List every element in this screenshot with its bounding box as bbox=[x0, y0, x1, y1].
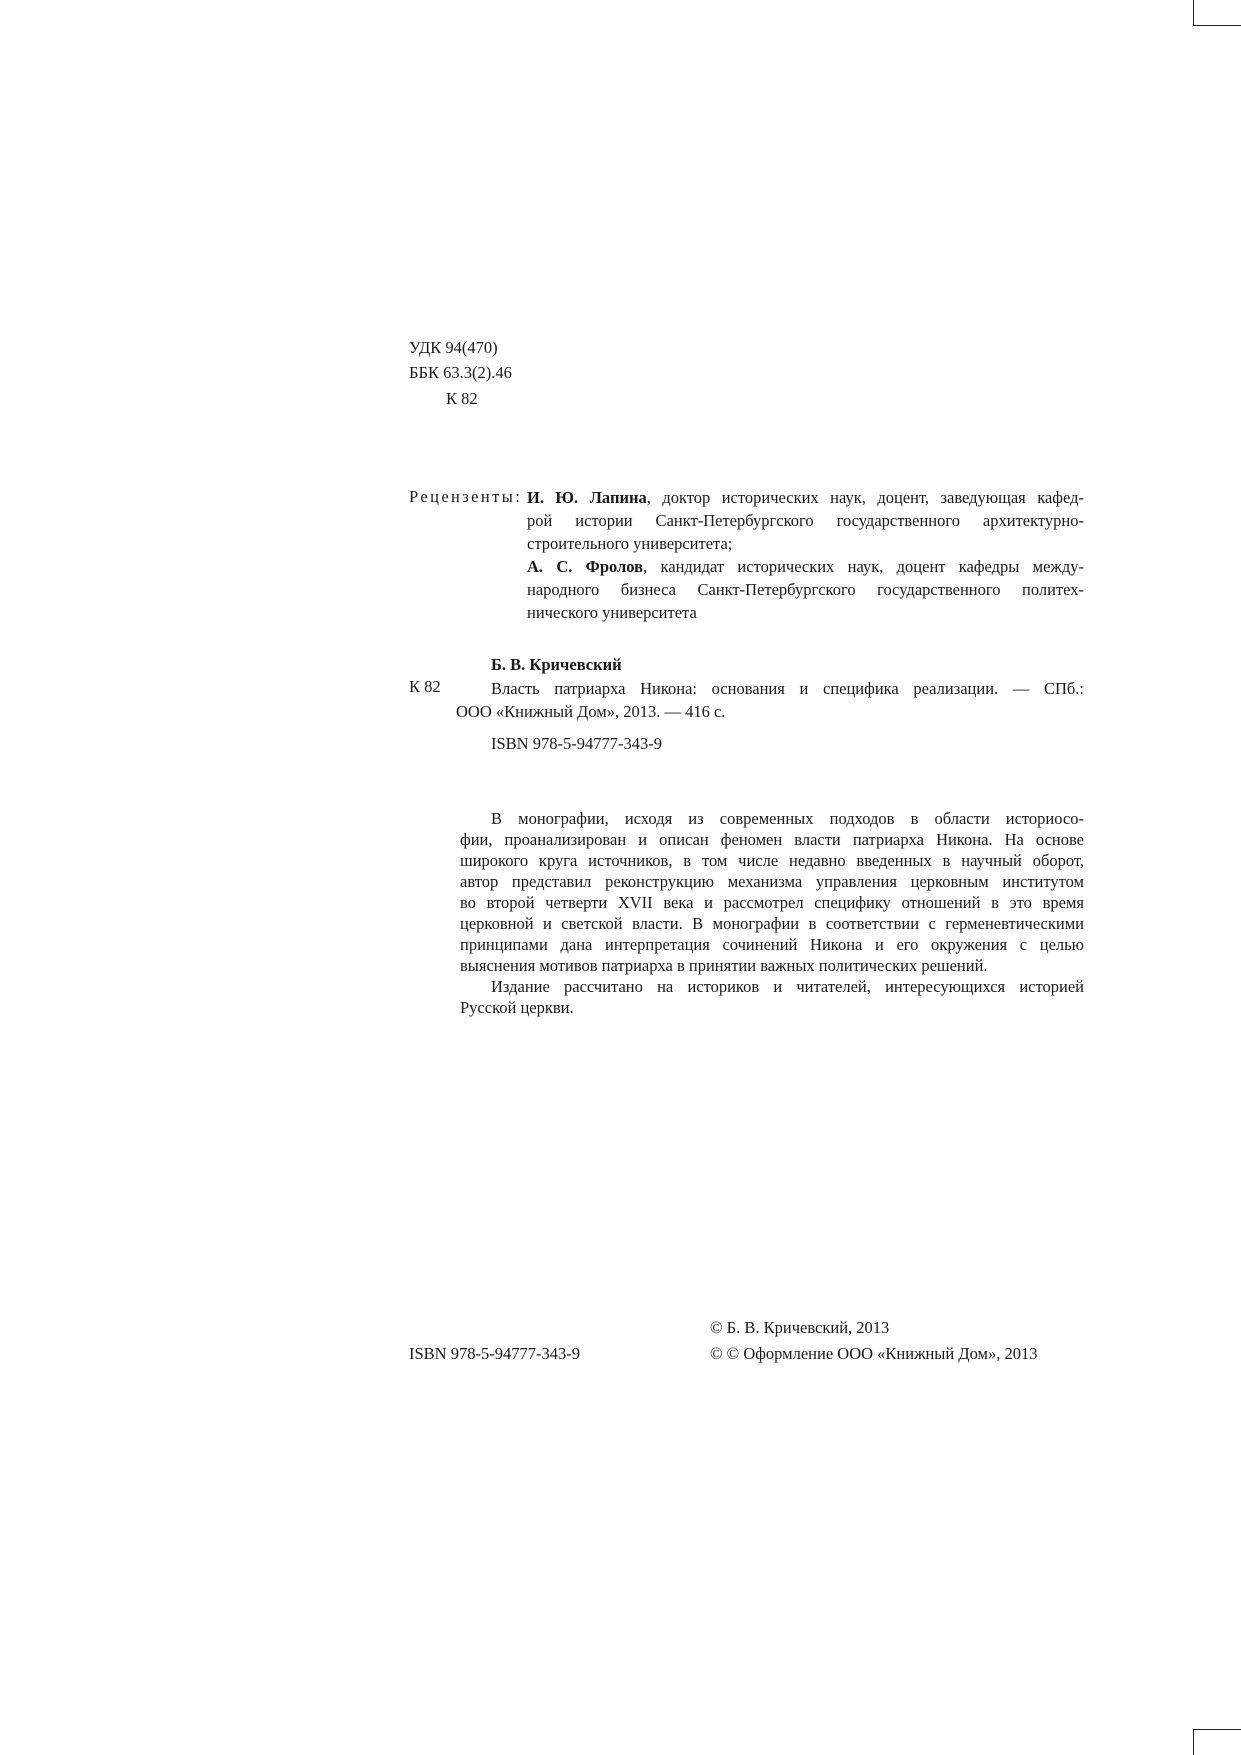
footer-copyright-design: © © Оформление ООО «Книжный Дом», 2013 bbox=[710, 1344, 1038, 1363]
author-mark: К 82 bbox=[446, 389, 478, 408]
abstract-line-6: церковной и светской власти. В монографии в соответствии с герменевтическими bbox=[460, 914, 1084, 933]
abstract-line-4: автор представил реконструкцию механизма управления церковным институтом bbox=[460, 872, 1084, 891]
abstract-line-2: фии, проанализирован и описан феномен власти патриарха Никона. На основе bbox=[460, 830, 1084, 849]
crop-mark-bottom-horizontal bbox=[1193, 1729, 1241, 1730]
crop-mark-bottom-vertical bbox=[1193, 1729, 1194, 1755]
crop-mark-top-horizontal bbox=[1193, 25, 1241, 26]
catalog-mark: К 82 bbox=[409, 677, 441, 696]
abstract-line-5: во второй четверти XVII века и рассмотрел специфику отношений в это время bbox=[460, 893, 1084, 912]
abstract-line-9: Издание рассчитано на историков и читателей, интересующихся историей bbox=[491, 977, 1084, 996]
reviewer2-name: А. С. Фролов bbox=[527, 557, 644, 576]
reviewer2-line3: нического университета bbox=[527, 603, 697, 622]
catalog-title-line1: Власть патриарха Никона: основания и специфика реализации. — СПб.: bbox=[491, 679, 1084, 698]
reviewer1-line2: рой истории Санкт-Петербургского государственного архитектурно- bbox=[527, 511, 1084, 530]
abstract-line-8: выяснения мотивов патриарха в принятии важных политических решений. bbox=[460, 956, 988, 975]
reviewer1-text-1: , доктор исторических наук, доцент, заведующая кафед- bbox=[646, 488, 1084, 507]
abstract-line-10: Русской церкви. bbox=[460, 998, 574, 1017]
reviewer2-line1 bbox=[527, 556, 1084, 578]
reviewer1-name: И. Ю. Лапина bbox=[527, 488, 647, 507]
footer-copyright-author: © Б. В. Кричевский, 2013 bbox=[710, 1318, 890, 1337]
catalog-author: Б. В. Кричевский bbox=[491, 655, 622, 674]
abstract-line-3: широкого круга источников, в том числе недавно введенных в научный оборот, bbox=[460, 851, 1084, 870]
udk-code: УДК 94(470) bbox=[409, 338, 498, 357]
reviewers-label: Рецензенты: bbox=[409, 487, 523, 506]
reviewer1-line3: строительного университета; bbox=[527, 534, 733, 553]
crop-mark-top-vertical bbox=[1193, 0, 1194, 26]
catalog-isbn: ISBN 978-5-94777-343-9 bbox=[491, 734, 662, 753]
abstract-line-7: принципами дана интерпретация сочинений Никона и его окружения с целью bbox=[460, 935, 1084, 954]
footer-isbn: ISBN 978-5-94777-343-9 bbox=[409, 1344, 580, 1363]
abstract-line-1: В монографии, исходя из современных подходов в области историосо- bbox=[491, 809, 1084, 828]
reviewer1-line1 bbox=[527, 487, 1084, 509]
bbk-code: ББК 63.3(2).46 bbox=[409, 363, 512, 382]
reviewer2-text-1: , кандидат исторических наук, доцент кафедры между- bbox=[643, 557, 1084, 576]
catalog-title-line2: ООО «Книжный Дом», 2013. — 416 с. bbox=[456, 702, 726, 721]
reviewer2-line2: народного бизнеса Санкт-Петербургского государственного политех- bbox=[527, 580, 1084, 599]
